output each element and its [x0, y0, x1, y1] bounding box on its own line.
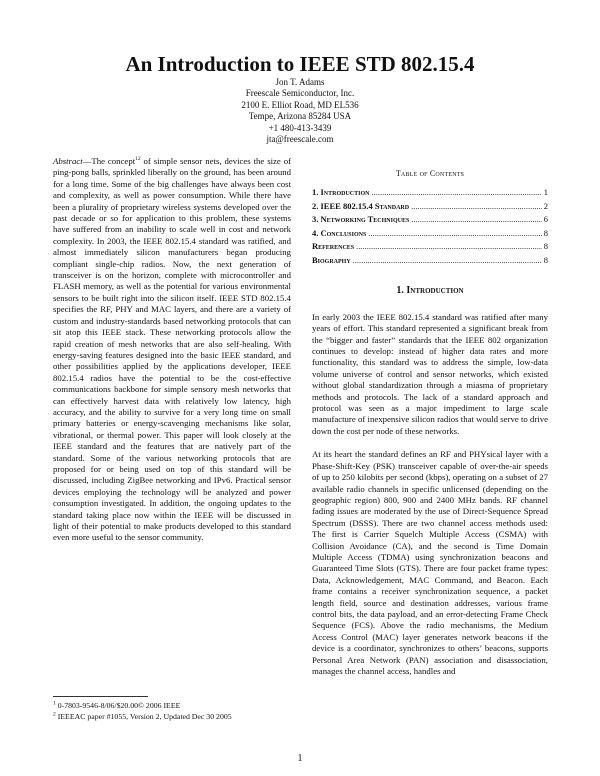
- author-address-line2: Tempe, Arizona 85284 USA: [248, 111, 352, 122]
- footnotes: [53, 701, 293, 722]
- toc-leader-dots: [411, 201, 542, 212]
- toc-heading: Table of Contents: [395, 169, 465, 178]
- introduction-heading: 1. Introduction: [396, 285, 464, 297]
- toc-entry-label: Introduction: [320, 187, 370, 198]
- toc-leader-dots: [356, 241, 542, 252]
- author-block: [0, 77, 600, 145]
- footnote-mark: 1: [53, 700, 56, 707]
- toc-entry-introduction[interactable]: [312, 187, 548, 201]
- toc-entry-number: 1.: [312, 187, 319, 198]
- right-column: [312, 156, 548, 689]
- toc-entry-standard[interactable]: [312, 201, 548, 215]
- toc-entry-page: 1: [543, 187, 548, 198]
- author-organization: Freescale Semiconductor, Inc.: [245, 88, 355, 99]
- toc-entry-page: 8: [543, 254, 548, 265]
- toc-leader-dots: [411, 214, 541, 225]
- left-column: [53, 156, 291, 544]
- toc-entry-number: 3.: [312, 214, 319, 225]
- author-phone: +1 480-413-3439: [268, 122, 332, 133]
- toc-entry-page: 8: [543, 241, 548, 252]
- footnote-2: [53, 712, 293, 723]
- author-name: Jon T. Adams: [275, 77, 325, 87]
- toc-entry-networking[interactable]: [312, 214, 548, 228]
- toc-entry-page: 8: [543, 227, 548, 238]
- author-email[interactable]: jta@freescale.com: [266, 134, 334, 145]
- abstract-body: of simple sensor nets, devices the size of ping-pong balls, sprinkled liberally on the ground, has been around for a long time. Some of the big challenges have always been cost and complexity, as well as power consumption. While there have been a plurality of proprietary wireless systems developed over the past decade or so for application to this problem, these systems have suffered from an inability to scale well in cost and network complexity. In 2003, the IEEE 802.15.4 standard was ratified, and almost immediately silicon manufacturers began producing compliant single-chip radios. Now, the next generation of transceiver is on the horizon, complete with microcontroller and FLASH memory, as well as the potential for various environmental sensors to be built right into the silicon itself. IEEE STD 802.15.4 specifies the RF, PHY and MAC layers, and there are a variety of custom and industry-standards based networking protocols that can sit atop this IEEE stack. These networking protocols allow the rapid creation of mesh networks that are also self-healing. With energy-saving features designed into the basic IEEE standard, and other possibilities applied by the applications developer, IEEE 802.15.4 radios have the potential to be the cost-effective communications backbone for simple sensory mesh networks that can effectively harvest data with relatively low latency, high accuracy, and the ability to survive for a very long time on small primary batteries or energy-scavenging mechanisms like solar, vibrational, or thermal power. This paper will look closely at the IEEE standard and the features that are natively part of the standard. Some of the various networking protocols that are proposed for or being used on top of this standard will be discussed, including ZigBee networking and IPv6. Practical sensor devices employing the technology will be analyzed and power consumption investigated. In addition, the ongoing updates to the standard taking place now within the IEEE will be discussed in light of their potential to make products developed to this standard even more useful to the sensor community.: [53, 156, 291, 543]
- author-address-line1: 2100 E. Elliot Road, MD EL536: [241, 99, 359, 110]
- toc-entry-conclusions[interactable]: [312, 228, 548, 242]
- introduction-paragraph-2: At its heart the standard defines an RF and PHYsical layer with a Phase-Shift-Key (PSK) transceiver capable of over-the-air speeds of up to 250 kilobits per second (kbps), operating on a subset of 27 available radio channels in specific unlicensed (depending on the geographic region) 800, 900 and 2400 MHz bands. RF channel fading issues are moderated by the use of Direct-Sequence Spread Spectrum (DSSS). There are two channel access methods used: The first is Carrier Squelch Multiple Access (CSMA) with Collision Avoidance (CA), and the second is Time Domain Multiple Access (TDMA) using synchronization beacons and Guaranteed Time Slots (GTS). There are four packet frame types: Data, Acknowledgement, MAC Command, and Beacon. Each frame contains a receiver synchronization sequence, a packet length field, source and destination addresses, various frame control bits, the data payload, and an error-detecting Frame Check Sequence (FCS). Above the radio mechanisms, the Medium Access Control (MAC) layer generates network beacons if the device is a coordinator, synchronizes to others’ beacons, supports Personal Area Network (PAN) association and disassociation, manages the channel access, handles and: [312, 449, 548, 676]
- toc-entry-label: Networking Techniques: [320, 214, 410, 225]
- toc-entry-page: 2: [543, 200, 548, 211]
- abstract-label: Abstract: [53, 156, 83, 166]
- toc-entry-label: IEEE 802.15.4 Standard: [320, 200, 410, 211]
- footnote-text: 0-7803-9546-8/06/$20.00© 2006 IEEE: [55, 701, 181, 710]
- toc-entry-page: 6: [543, 214, 548, 225]
- footnote-1: [53, 701, 293, 712]
- toc-entry-number: 4.: [312, 227, 319, 238]
- toc-leader-dots: [371, 187, 541, 198]
- toc-leader-dots: [353, 255, 542, 266]
- abstract-lead: —The concept: [82, 156, 136, 166]
- footnote-text: IEEEAC paper #1055, Version 2, Updated Dec 30 2005: [55, 711, 232, 721]
- abstract: [53, 156, 291, 544]
- footnote-divider: [53, 696, 148, 697]
- toc-entry-references[interactable]: [312, 241, 548, 255]
- toc-leader-dots: [368, 228, 541, 239]
- toc-entry-biography[interactable]: [312, 255, 548, 269]
- toc-entry-label: Biography: [312, 254, 351, 265]
- page-number: 1: [297, 753, 303, 764]
- introduction-paragraph-1: In early 2003 the IEEE 802.15.4 standard was ratified after many years of effort. This standard represented a significant break from the “bigger and faster” standards that the IEEE 802 organization continues to develop: instead of higher data rates and more functionality, this standard was to address the simple, low-data volume universe of control and sensor networks, which existed without global standardization through a miasma of proprietary methods and protocols. The lack of a standard approach and protocol was seen as a major impediment to large scale manufacture of inexpensive silicon radios that would serve to drive down the cost per node of these networks.: [312, 311, 548, 436]
- toc-entry-label: Conclusions: [320, 227, 367, 238]
- footnote-mark: 2: [53, 711, 56, 717]
- toc-entry-label: References: [312, 241, 355, 252]
- toc-entry-number: 2.: [312, 200, 319, 211]
- abstract-footnote-refs[interactable]: 12: [135, 156, 141, 163]
- paper-title: An Introduction to IEEE STD 802.15.4: [125, 52, 475, 76]
